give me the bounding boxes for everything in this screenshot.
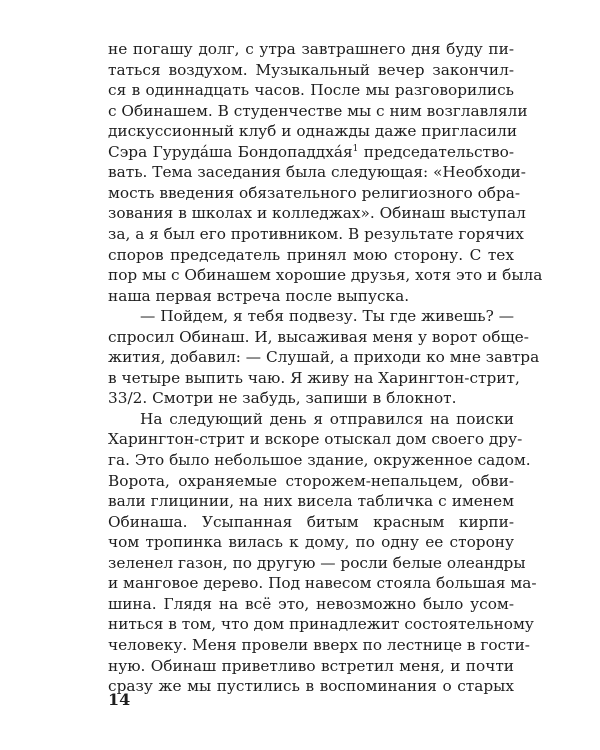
text-line: чом тропинка вилась к дому, по одну ее сторону xyxy=(108,533,514,552)
text-line: Ворота, охраняемые сторожем-непальцем, обви- xyxy=(108,471,514,490)
text-line: На следующий день я отправился на поиски xyxy=(140,409,514,428)
text-segment: Сэра Гурудáша Бондопаддхáя xyxy=(108,142,353,161)
text-line: сразу же мы пустились в воспоминания о старых xyxy=(108,677,514,696)
text-line: пор мы с Обинашем хорошие друзья, хотя это и была xyxy=(108,266,543,285)
text-line: споров председатель принял мою сторону. С тех xyxy=(108,245,514,264)
text-line: — Пойдем, я тебя подвезу. Ты где живешь? — xyxy=(140,307,514,326)
text-line: дискуссионный клуб и однажды даже пригласили xyxy=(108,122,518,141)
text-segment: председательство- xyxy=(363,142,514,161)
text-line: наша первая встреча после выпуска. xyxy=(108,286,410,305)
text-line: с Обинашем. В студенчестве мы с ним возглавляли xyxy=(108,101,528,120)
text-line: спросил Обинаш. И, высаживая меня у ворот обще- xyxy=(108,327,529,346)
text-line: 33/2. Смотри не забудь, запиши в блокнот. xyxy=(108,389,457,408)
text-line xyxy=(108,141,514,163)
text-line: шина. Глядя на всё это, невозможно было усом- xyxy=(108,594,514,613)
text-line: мость введения обязательного религиозного обра- xyxy=(108,183,521,202)
text-line: за, а я был его противником. В результате горячих xyxy=(108,225,524,243)
text-line: жития, добавил: — Слушай, а приходи ко мне завтра xyxy=(108,348,540,367)
text-line: вать. Тема заседания была следующая: «Необходи- xyxy=(108,163,526,182)
text-line: га. Это было небольшое здание, окруженное садом. xyxy=(108,451,531,469)
text-line: таться воздухом. Музыкальный вечер закончил- xyxy=(108,60,514,79)
text-line: Харингтон-стрит и вскоре отыскал дом своего дру- xyxy=(108,430,523,449)
text-line: ную. Обинаш приветливо встретил меня, и почти xyxy=(108,656,514,675)
text-line: зеленел газон, по другую — росли белые олеандры xyxy=(108,553,526,572)
footnote-marker: 1 xyxy=(352,143,359,154)
text-line: ниться в том, что дом принадлежит состоятельному xyxy=(108,615,534,634)
text-line: и манговое дерево. Под навесом стояла большая ма- xyxy=(108,574,537,593)
page-number: 14 xyxy=(108,690,131,709)
text-line: вали глицинии, на них висела табличка с именем xyxy=(108,492,514,511)
text-line: зования в школах и колледжах». Обинаш выступал xyxy=(108,204,526,223)
text-line: человеку. Меня провели вверх по лестнице в гости- xyxy=(108,636,530,654)
text-line: Обинаша. Усыпанная битым красным кирпи- xyxy=(108,512,514,531)
text-line: ся в одиннадцать часов. После мы разговорились xyxy=(108,81,514,100)
text-line: в четыре выпить чаю. Я живу на Харингтон-стрит, xyxy=(108,368,520,387)
text-line: не погашу долг, с утра завтрашнего дня буду пи- xyxy=(108,40,514,58)
